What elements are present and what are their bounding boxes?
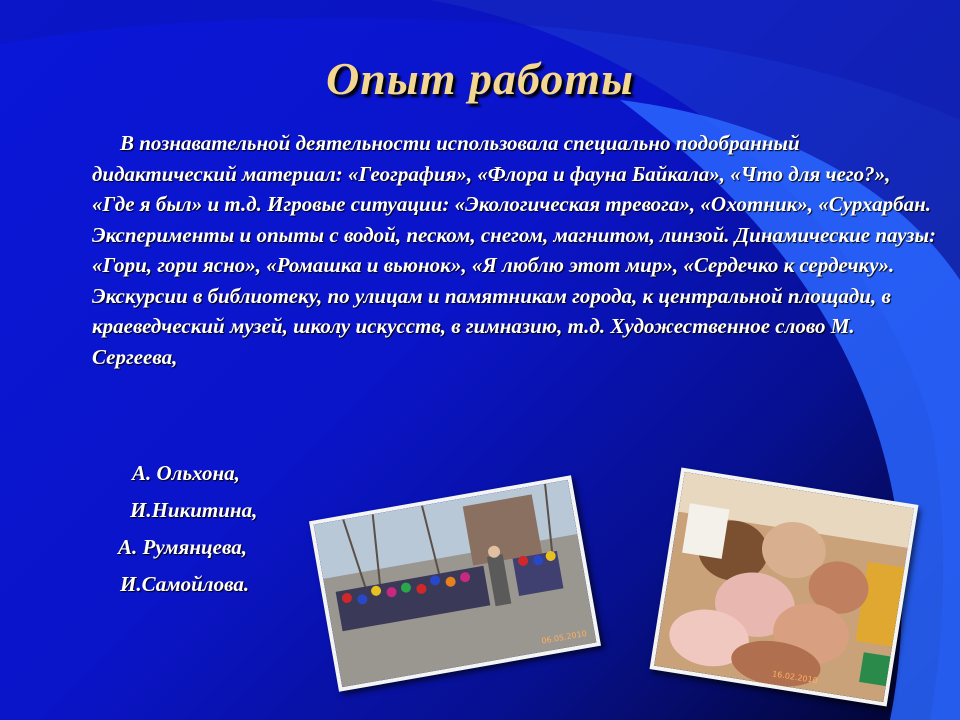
author-list [110, 455, 257, 603]
photo-date-stamp: 16.02.2010 [771, 669, 819, 686]
slide-paragraph: В познавательной деятельности использовала специально подобранный дидактический материал: «География», «Флора и фауна Байкала», «Что для чего?», «Где я был» и т.д. Игровые ситуации: «Экологическая тревога», «Охотник», «Сурхарбан. Эксперименты и опыты с водой, песком, снегом, магнитом, линзой. Динамические паузы: «Гори, гори ясно», «Ромашка и вьюнок», «Я люблю этот мир», «Сердечко к сердечку». Экскурсии в библиотеку, по улицам и памятникам города, к центральной площади, в краеведческий музей, школу искусств, в гимназию, т.д. Художественное слово М. Сергеева, [92, 131, 937, 369]
children-group-photo-image [654, 472, 914, 702]
slide-title: Опыт работы [325, 53, 635, 104]
author-name: И.Самойлова. [120, 572, 250, 596]
author-name: А. Ольхона, [132, 461, 240, 485]
photo-date-stamp: 06.05.2010 [540, 628, 588, 646]
children-group-photo [650, 467, 919, 706]
author-name: И.Никитина, [130, 498, 258, 522]
author-name: А. Румянцева, [118, 535, 247, 559]
